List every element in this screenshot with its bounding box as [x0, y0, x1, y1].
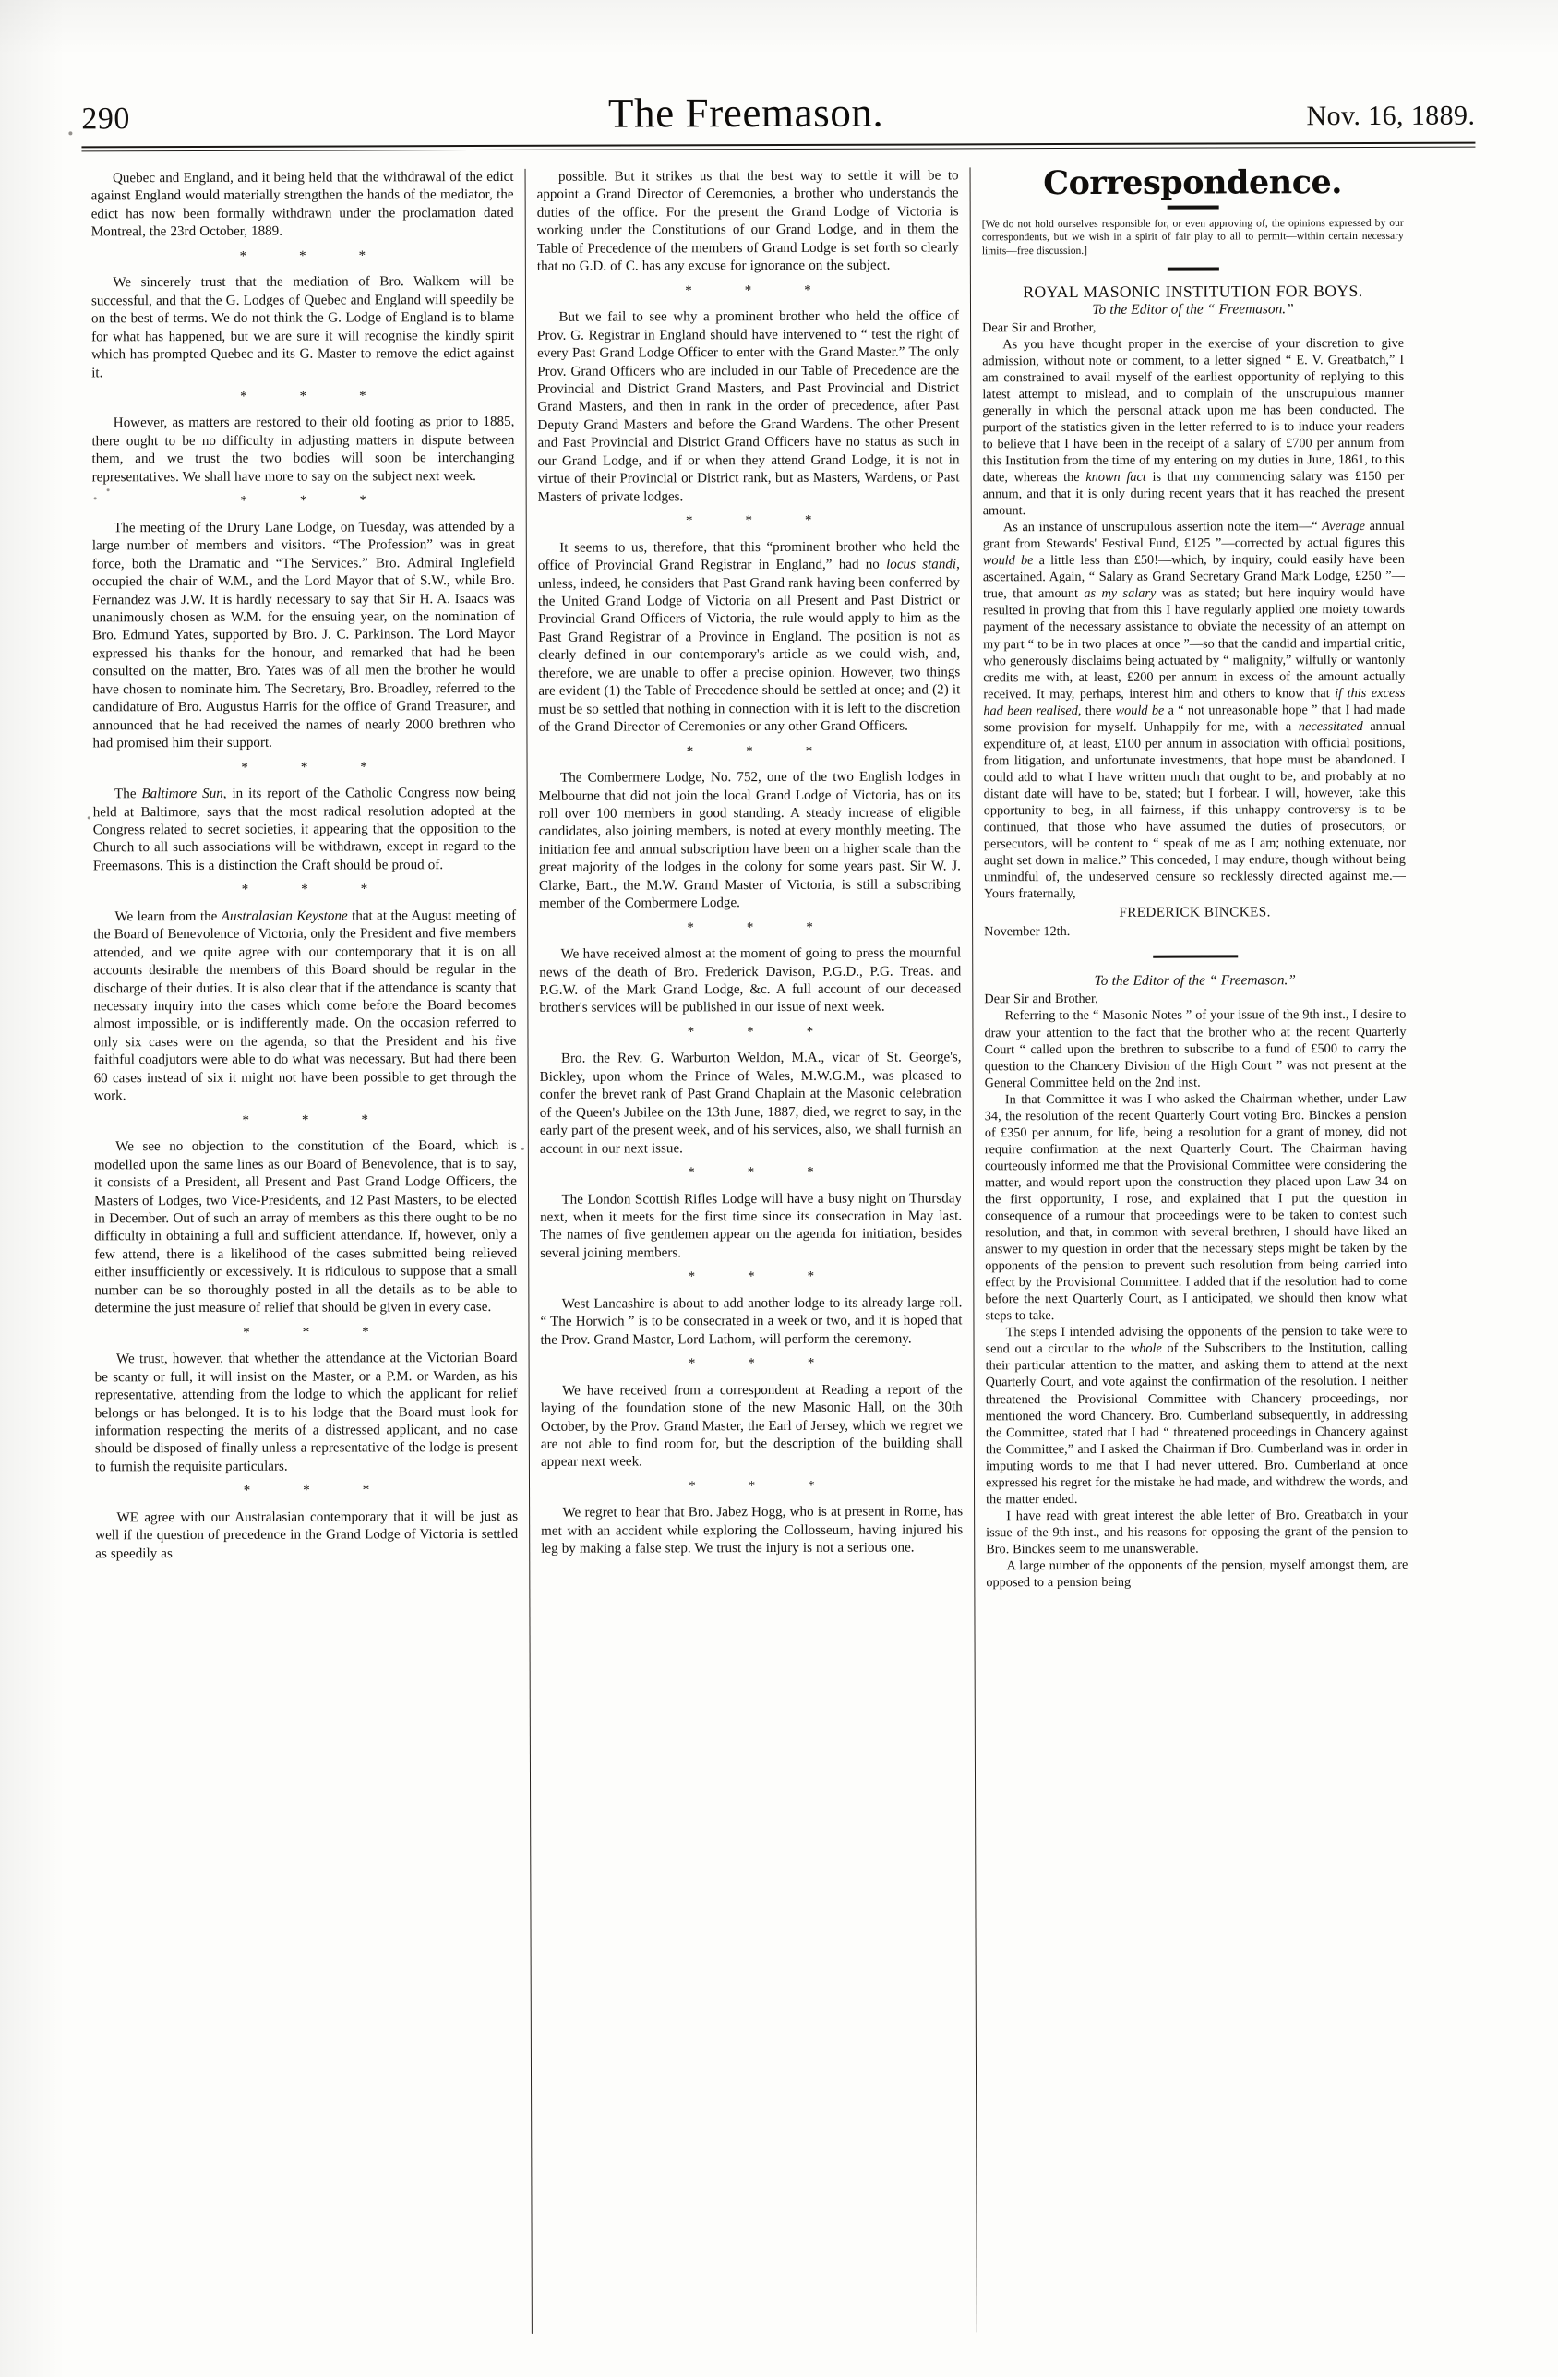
letter-one-signature: FREDERICK BINCKES. [1119, 904, 1271, 921]
paragraph: However, as matters are restored to their old footing as prior to 1885, there ought to be no difficulty in adjusting matters in dispute between them, and we trust the two bodies will soon be interchanging representatives. We shall have more to say on the subject next week. [91, 415, 515, 486]
column-one [80, 169, 532, 2336]
column-grid [80, 163, 1484, 2336]
star-divider: * * * [243, 1325, 385, 1340]
paragraph: The steps I intended advising the opponents of the pension to take were to send out a circular to the whole of the Subscribers to the Institution, calling their particular attention to the matter, and asking them to attend at the next Quarterly Court, and vote against the confirmation of the resolution. I neither threatened the Provisional Committee with Chancery proceedings, nor mentioned the word Chancery. Bro. Cumberland subsequently, in addressing the Committee, stated that I had “ threatened proceedings in Chancery against the Committee,” and I asked the Chairman if Bro. Cumberland was in order in imputing words to me that I had never uttered. Bro. Cumberland at once expressed his regret for the mistake he had made, and withdrew the words, and the matter ended. [985, 1324, 1408, 1508]
paragraph: We trust, however, that whether the attendance at the Victorian Board be scanty or full, it will insist on the Master, or a P.M. or Warden, as his representative, attending from the lodge to which the applicant for relief belongs or has belonged. It is to his lodge that the Board must look for information respecting the merits of a distressed applicant, and no case should be disposed of finally unless a representative of the lodge is present to furnish the requisite particulars. [94, 1351, 518, 1475]
letter-two-salutation: Dear Sir and Brother, [984, 992, 1098, 1007]
star-divider: * * * [242, 1112, 384, 1128]
paragraph: It seems to us, therefore, that this “prominent brother who held the office of Provincial Grand Registrar in England,” had no locus standi, unless, indeed, he considers that Past Grand rank having been conferred by the United Grand Lodge of Victoria on all Present and Past District or Provincial Grand Officers of Victoria, the rule would apply to him as the Past Grand Registrar of a Province in England. The position is not as clearly defined in our contemporary's article as we could wish, and, therefore, we are unable to offer a precise opinion. However, two things are evident (1) the Table of Precedence should be settled at once; and (2) it must be so settled that nothing in connection with it is left to the discretion of the Grand Director of Ceremonies or any other Grand Officers. [537, 538, 961, 735]
column-three [970, 163, 1421, 2333]
star-divider: * * * [688, 1356, 830, 1372]
scan-speck [88, 816, 90, 819]
column-three-body [982, 217, 1408, 1592]
paragraph: As an instance of unscrupulous assertion note the item—“ Average annual grant from Stewards' Festival Fund, £125 ”—corrected by actual figures this would be a little less than £50!—which, by inquiry, could easily have been ascertained. Again, “ Salary as Grand Secretary Grand Mark Lodge, £250 ”—true, that amount as my salary was as stated; but here inquiry would have resulted in proving that from this I have regularly applied one moiety towards payment of the necessary assistance to obviate the necessity of an attempt on my part “ to be in two places at once ”—so that the candid and impartial critic, who generously disclaims being actuated by “ malignity,” wilfully or wantonly credits me with, at least, £200 per annum in excess of the amount actually received. It may, perhaps, interest him and others to know that if this excess had been realised, there would be a “ not unreasonable hope ” that I had made some provision for myself. Unhappily for me, with a necessitated annual expenditure of, at least, £100 per annum in association with official positions, from litigation, and unfortunate investments, that hope must be abandoned. I could add to what I have written much that ought to be, and probably at no distant date will have to be, stated; but I forbear. I will, however, take this opportunity to beg, in all fairness, if this unhappy controversy is to be continued, that those who have assumed the duties of prosecutors, or persecutors, will be content to “ speak of me as I am; nothing extenuate, nor aught set down in malice.” This conceded, I may endure, though without being unmindful of, the undeserved censure so recklessly directed against me.—Yours fraternally, [982, 519, 1406, 902]
star-divider: * * * [239, 248, 381, 264]
star-divider: * * * [240, 493, 382, 510]
letter-one-title: ROYAL MASONIC INSTITUTION FOR BOYS. [1023, 281, 1363, 301]
column-two [525, 167, 977, 2334]
paragraph: possible. But it strikes us that the best way to settle it will be to appoint a Grand Director of Ceremonies, a brother who understands the duties of the office. For the present the Grand Lodge of Victoria is working under the Constitutions of our Grand Lodge, and in them the Table of Precedence of the members of Grand Lodge is set forth so clearly that no G.D. of C. has any excuse for ignorance on the subject. [536, 168, 959, 275]
paragraph: Bro. the Rev. G. Warburton Weldon, M.A., vicar of St. George's, Bickley, upon whom the Prince of Wales, M.W.G.M., was pleased to confer the brevet rank of Past Grand Chaplain at the Masonic celebration of the Queen's Jubilee on the 13th June, 1887, died, we regret to say, in the early part of the present week, and of his services, also, we shall furnish an account in our next issue. [539, 1050, 962, 1157]
paragraph: The Combermere Lodge, No. 752, one of the two English lodges in Melbourne that did not join the local Grand Lodge of Victoria, has on its roll over 100 members in good standing. A steady increase of eligible candidates, also joining members, is noted at every monthly meeting. The initiation fee and annual subscription have been on a higher scale than the great majority of the lodges in the colony for some years past. Sir W. J. Clarke, Bart., the M.W. Grand Master of Victoria, is still a subscribing member of the Combermere Lodge. [538, 769, 961, 912]
star-divider: * * * [685, 282, 827, 299]
paragraph: The meeting of the Drury Lane Lodge, on Tuesday, was attended by a large number of members and visitors. “The Profession” was in great force, both the Dramatic and “The Services.” Bro. Admiral Inglefield occupied the chair of W.M., and the Lord Mayor that of S.W., while Bro. Fernandez was J.W. It is hardly necessary to say that Sir H. A. Isaacs was unanimously chosen as W.M. for the ensuing year, on the nomination of Bro. Edmund Yates, supported by Bro. J. C. Parkinson. The Lord Mayor expressed his thanks for the honour, and remarked that had he been consulted on the matter, Bro. Yates was of all men the brother he would have chosen to nominate him. The Secretary, Bro. Broadley, referred to the candidature of Bro. Augustus Harris for the office of Grand Treasurer, and announced that he had received the names of nearly 2000 brethren who had promised him their support. [91, 519, 516, 751]
letter-one-date: November 12th. [984, 924, 1071, 940]
star-divider: * * * [686, 743, 828, 759]
publication-title: The Freemason. [607, 89, 884, 137]
star-divider: * * * [687, 1024, 829, 1040]
paragraph: In that Committee it was I who asked the Chairman whether, under Law 34, the resolution of the recent Quarterly Court voting Bro. Binckes a pension of £350 per annum, for life, being a resolution for a grant of money, did not require confirmation at the next Quarterly Court. The Chairman having courteously informed me that the Provisional Committee were considering the matter, and would report upon the construction they placed upon Law 34 on the first opportunity, I rose, and explained that I put the question in consequence of a rumour that proceedings were to be taken to contest such resolution, and that, in common with several brethren, I should have liked an answer to my question in order that the necessary steps might be taken by the opponents of the pension to prevent such resolution from being carried into effect by the Provisional Committee. I added that if the resolution had to come before the next Quarterly Court, as I anticipated, we should then know what steps to take. [984, 1090, 1408, 1324]
paragraph: A large number of the opponents of the pension, myself amongst them, are opposed to a pension being [986, 1557, 1408, 1591]
paragraph: We sincerely trust that the mediation of Bro. Walkem will be successful, and that the G. Lodges of Quebec and England will speedily be on the best of terms. We do not think the G. Lodge of England is to blame for what has happened, but we are sure it will recognise the kindly spirit which has prompted Quebec and its G. Master to remove the edict against it. [90, 274, 515, 380]
paragraph: We see no objection to the constitution of the Board, which is modelled upon the same lines as our Board of Benevolence, that is to say, it consists of a President, all Present and Past Grand Lodge Officers, the Masters of Lodges, two Vice-Presidents, and 12 Past Masters, to be elected in December. Out of such an array of members as this there ought to be no difficulty in obtaining a full and sufficient attendance. If, however, only a few attend, there is a likelihood of the cases submitted being relieved either insufficiently or excessively. It is ridiculous to suppose that a small number can be so thoroughly posted in all the details as to be able to determine the just measure of relief that should be given in every case. [93, 1138, 518, 1316]
star-divider: * * * [689, 1478, 831, 1495]
letter-two-addressee: To the Editor of the “ Freemason.” [1094, 972, 1296, 990]
column-one-body [91, 169, 519, 1564]
star-divider: * * * [688, 1269, 830, 1285]
scan-speck [68, 131, 72, 135]
disclaimer-rule [1167, 267, 1218, 270]
scan-speck [94, 497, 97, 499]
star-divider: * * * [243, 1483, 385, 1499]
editorial-disclaimer: [We do not hold ourselves responsible for, or even approving of, the opinions expressed by our correspondents, but we wish in a spirit of fair play to all to permit—within certain necessary limits—free discussion.] [981, 216, 1404, 258]
paragraph: The London Scottish Rifles Lodge will have a busy night on Thursday next, when it meets for the first time since its consecration in May last. The names of five gentlemen appear on the agenda for initiation, besides several joining members. [540, 1190, 963, 1261]
issue-date: Nov. 16, 1889. [1306, 100, 1476, 132]
page-masthead [81, 87, 1475, 149]
scan-speck [107, 488, 110, 491]
star-divider: * * * [685, 512, 828, 529]
paragraph: West Lancashire is about to add another lodge to its already large roll. “ The Horwich ” is to be consecrated in a week or two, and it is hoped that the Prov. Grand Master, Lord Lathom, will perform the ceremony. [540, 1295, 963, 1348]
paragraph: As you have thought proper in the exercise of your discretion to give admission, without note or comment, to a letter signed “ E. V. Greatbatch,” I am constrained to avail myself of the earliest opportunity of replying to this latest attempt to mislead, and to complain of the unscrupulous manner generally in which the personal attack upon me has been conducted. The purport of the statistics given in the letter referred to is to induce your readers to believe that I have been in the receipt of a salary of £700 per annum from this Institution from the time of my entering on my duties in June, 1861, to this date, whereas the known fact is that my commencing salary was £150 per annum, and that it is only during recent years that it has reached the present amount. [982, 335, 1405, 519]
column-two-body [537, 167, 964, 1558]
paragraph: We have received almost at the moment of going to press the mournful news of the death of Bro. Frederick Davison, P.G.D., P.G. Treas. and P.G.W. of the Mark Grand Lodge, &c. A full account of our deceased brother's services will be published in our issue of next week. [539, 945, 962, 1016]
star-divider: * * * [241, 759, 383, 775]
star-divider: * * * [240, 389, 382, 404]
heading-rule [1167, 205, 1218, 209]
page-number: 290 [81, 102, 130, 137]
paragraph: We regret to hear that Bro. Jabez Hogg, who is at present in Rome, has met with an accident while exploring the Collosseum, having injured his leg by making a false step. We trust the injury is not a serious one. [541, 1504, 964, 1557]
letter-one-salutation: Dear Sir and Brother, [982, 319, 1097, 335]
correspondence-heading: Correspondence. [1043, 163, 1343, 203]
paragraph: WE agree with our Australasian contemporary that it will be just as well if the question of precedence in the Grand Lodge of Victoria is settled as speedily as [95, 1509, 519, 1562]
star-divider: * * * [688, 1164, 830, 1181]
paragraph: We learn from the Australasian Keystone that at the August meeting of the Board of Benevolence of Victoria, only the President and five members attended, and we quite agree with our contemporary that it is on all accounts desirable the members of this Board should be regular in the discharge of their duties. It is also clear that if the attendance is scanty that necessary inquiry into the cases which come before the Board becomes almost impossible, or is indifferently made. On the occasion referred to only six cases were on the agenda, so that the President and his five faithful coadjutors were able to do what was necessary. But had there been 60 cases instead of six it might not have been possible to get through the work. [93, 908, 517, 1104]
paragraph: Referring to the “ Masonic Notes ” of your issue of the 9th inst., I desire to draw your attention to the fact that the brother who at the recent Quarterly Court “ called upon the brethren to subscribe to a fund of £500 to carry the question to the Chancery Division of the High Court ” was not present at the General Committee held on the 2nd inst. [984, 1007, 1407, 1090]
letter-separator-rule [1153, 956, 1238, 958]
star-divider: * * * [241, 882, 383, 898]
scan-speck [521, 1148, 524, 1150]
letter-one-addressee: To the Editor of the “ Freemason.” [1092, 300, 1294, 318]
paragraph: The Baltimore Sun, in its report of the Catholic Congress now being held at Baltimore, says that the most radical resolution adopted at the Congress related to secret societies, it appearing that the opposition to the Church to all such associations will be withdrawn, except in regard to the Freemasons. This is a distinction the Craft should be proud of. [92, 785, 516, 874]
paragraph: Quebec and England, and it being held that the withdrawal of the edict against England would materially strengthen the hands of the mediator, the edict has now been formally withdrawn under the proclamation dated Montreal, the 23rd October, 1889. [90, 169, 514, 240]
star-divider: * * * [687, 920, 829, 935]
paragraph: We have received from a correspondent at Reading a report of the laying of the foundation stone of the new Masonic Hall, on the 30th October, by the Prov. Grand Master, the Earl of Jersey, which we regret we are not able to find room for, but the description of the building shall appear next week. [540, 1382, 963, 1471]
paragraph: I have read with great interest the able letter of Bro. Greatbatch in your issue of the 9th inst., and his reasons for opposing the grant of the pension to Bro. Binckes seem to me unanswerable. [986, 1507, 1408, 1557]
paragraph: But we fail to see why a prominent brother who held the office of Prov. G. Registrar in England should have intervened to “ test the right of every Past Grand Lodge Officer to enter with the Grand Master.” The only Prov. Grand Officers who are included in our Table of Precedence are the Provincial and District Grand Masters, and Past Provincial and District Grand Masters, and then in rank in the order of precedence, after Past Deputy Grand Masters and before the Grand Wardens. The other Present and Past Provincial and District Grand Officers have no status as such in our Grand Lodge, and if or when they attend Grand Lodge, it is not in virtue of their Provincial or District rank, but as Masters, Wardens, or Past Masters of private lodges. [537, 308, 960, 505]
